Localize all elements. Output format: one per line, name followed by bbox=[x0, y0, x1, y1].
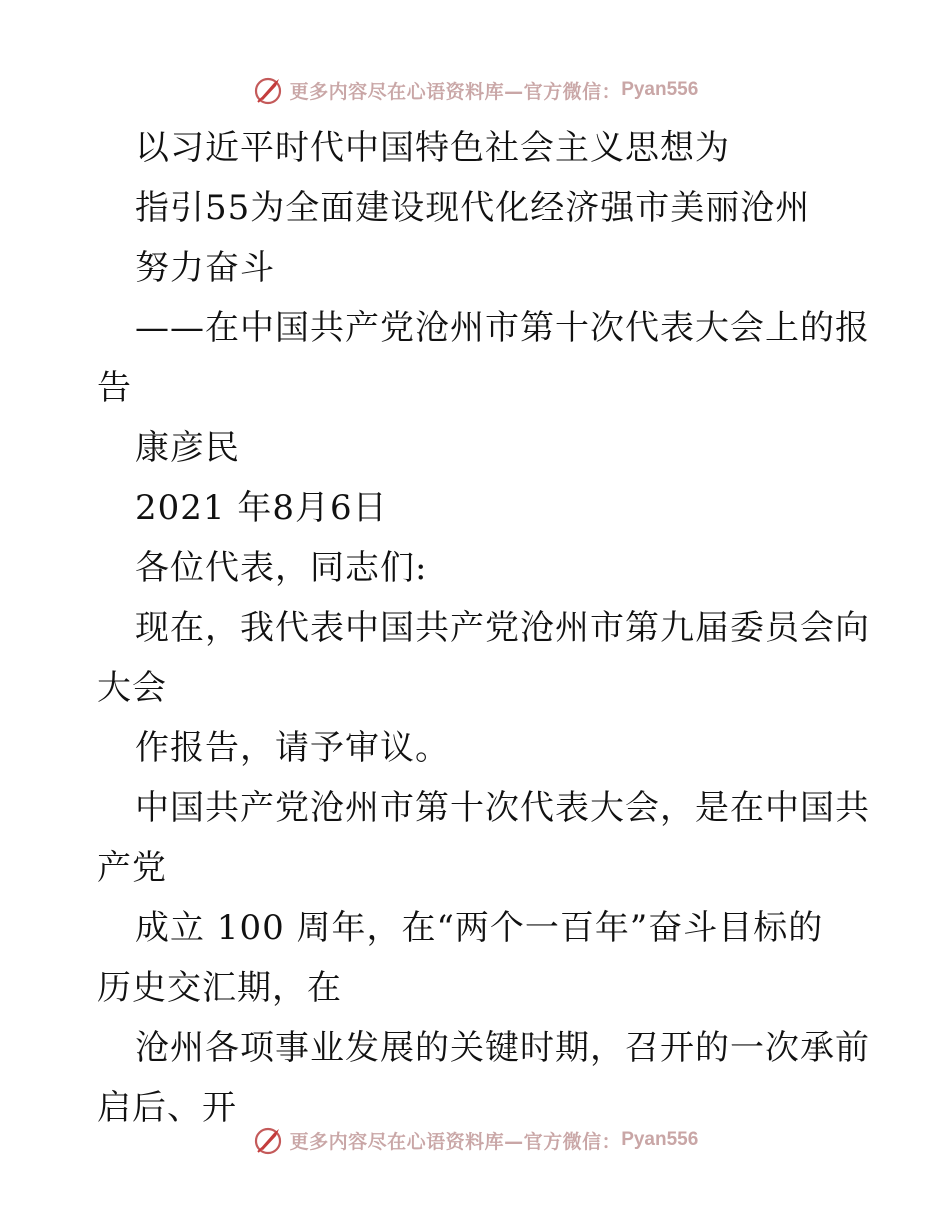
header-watermark bbox=[0, 70, 950, 110]
watermark-handle: Pyan556 bbox=[621, 1129, 699, 1150]
text-line: 2021 年8月6日 bbox=[135, 488, 388, 528]
text-line: 沧州各项事业发展的关键时期，召开的一次承前 bbox=[135, 1028, 870, 1068]
text-line: 历史交汇期，在 bbox=[97, 968, 342, 1008]
watermark-handle: Pyan556 bbox=[621, 79, 699, 100]
text-line: 告 bbox=[97, 368, 132, 408]
text-line: 作报告，请予审议。 bbox=[135, 728, 450, 768]
text-line: 指引55为全面建设现代化经济强市美丽沧州 bbox=[135, 188, 811, 228]
text-line: 产党 bbox=[97, 848, 167, 888]
text-line: 努力奋斗 bbox=[135, 248, 275, 288]
text-line: 成立 100 周年，在“两个一百年”奋斗目标的 bbox=[135, 908, 824, 948]
footer-watermark bbox=[0, 1120, 950, 1160]
text-line: 大会 bbox=[97, 668, 167, 708]
text-line: ——在中国共产党沧州市第十次代表大会上的报 bbox=[135, 308, 870, 348]
text-line: 现在，我代表中国共产党沧州市第九届委员会向 bbox=[135, 608, 870, 648]
text-line: 以习近平时代中国特色社会主义思想为 bbox=[135, 128, 730, 168]
text-line: 康彦民 bbox=[135, 428, 240, 468]
text-line: 启后、开 bbox=[97, 1088, 237, 1128]
watermark-text: 更多内容尽在心语资料库—官方微信： bbox=[289, 80, 622, 103]
watermark-text: 更多内容尽在心语资料库—官方微信： bbox=[289, 1130, 622, 1153]
document-body bbox=[97, 118, 870, 1138]
text-line: 各位代表，同志们: bbox=[135, 548, 428, 588]
quill-pen-logo-icon bbox=[252, 73, 286, 107]
text-line: 中国共产党沧州市第十次代表大会，是在中国共 bbox=[135, 788, 870, 828]
quill-pen-logo-icon bbox=[252, 1123, 286, 1157]
